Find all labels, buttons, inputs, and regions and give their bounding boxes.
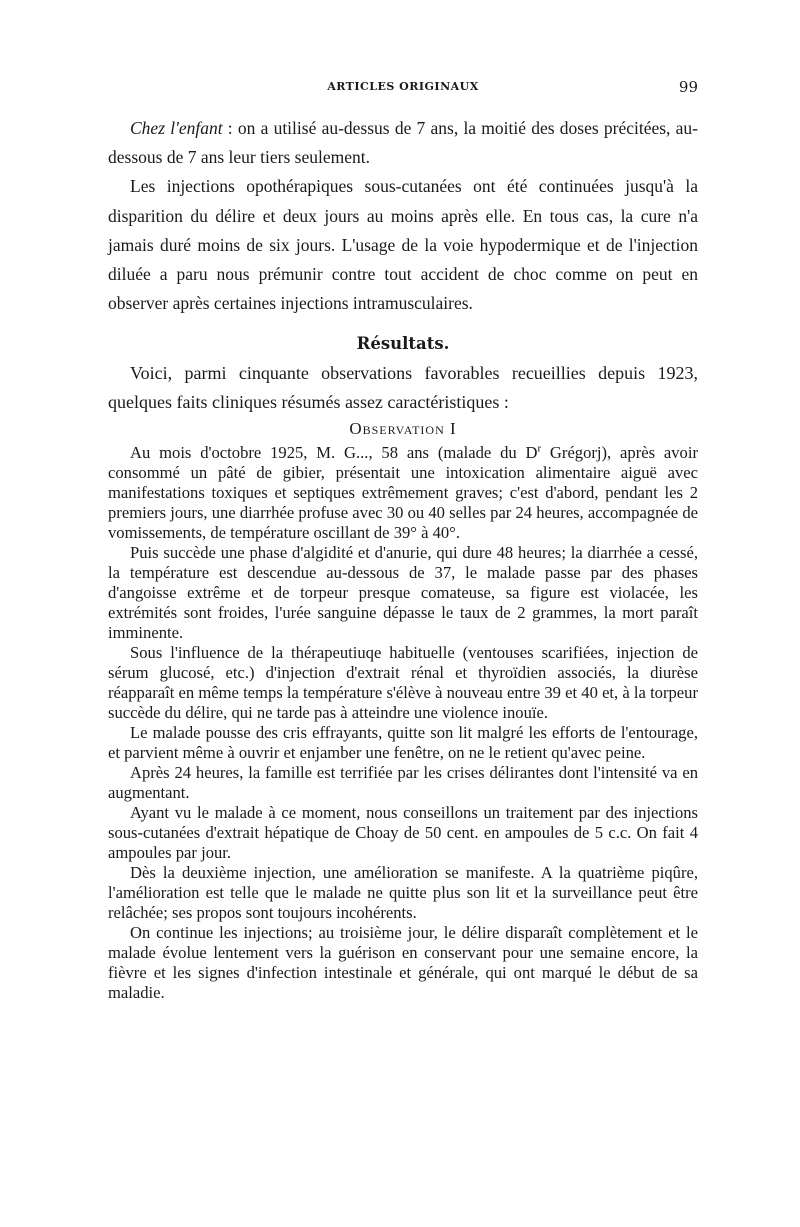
results-heading: Résultats. — [356, 334, 450, 354]
observation-paragraph-5: Après 24 heures, la famille est terrifiée par les crises délirantes dont l'intensité va en augmentant. — [108, 763, 698, 803]
observation-paragraph-4: Le malade pousse des cris effrayants, quitte son lit malgré les efforts de l'entourage, et parvient même à ouvrir et enjamber une fenêtre, on ne le retient qu'avec peine. — [108, 723, 698, 763]
child-rest: : on a utilisé au-dessus de 7 ans, la moitié des doses précitées, au-dessous de 7 ans leur tiers seulement. — [108, 118, 698, 168]
observation-paragraph-8: On continue les injections; au troisième jour, le délire disparaît complètement et le malade évolue lentement vers la guérison en conservant pour une semaine encore, la fièvre et les signes d'infection intestinale et générale, qui ont marqué le début de sa maladie. — [108, 923, 698, 1003]
method-paragraph-child — [108, 114, 698, 172]
body-text — [108, 114, 698, 1003]
observation-paragraph-1 — [108, 443, 698, 543]
running-title: ARTICLES ORIGINAUX — [327, 80, 479, 93]
observation-paragraph-3: Sous l'influence de la thérapeutiuqe habituelle (ventouses scarifiées, injection de sérum glucosé, etc.) d'injection d'extrait rénal et thyroïdien associés, la diurèse réapparaît en même temps la température s'élève à nouveau entre 39 et 40 et, à la torpeur succède du délire, qui ne tarde pas à atteindre une violence inouïe. — [108, 643, 698, 723]
observation-paragraph-7: Dès la deuxième injection, une amélioration se manifeste. A la quatrième piqûre, l'amélioration est telle que le malade ne quitte plus son lit et la surveillance peut être relâchée; ses propos sont toujours incohérents. — [108, 863, 698, 923]
page-number: 99 — [678, 78, 698, 96]
obs-p1-start: Au mois d'octobre 1925, M. G..., 58 ans (malade du D — [130, 443, 538, 463]
observation-paragraph-6: Ayant vu le malade à ce moment, nous conseillons un traitement par des injections sous-cutanées d'extrait hépatique de Choay de 50 cent. en ampoules de 5 c.c. On fait 4 ampoules par jour. — [108, 803, 698, 863]
observation-paragraph-2: Puis succède une phase d'algidité et d'anurie, qui dure 48 heures; la diarrhée a cessé, la température est descendue au-dessous de 37, le malade passe par des phases d'angoisse extrême et de torpeur presque comateuse, sa figure est violacée, les extrémités sont froides, l'urée sanguine dépasse le taux de 2 grammes, la mort paraît imminente. — [108, 543, 698, 643]
obs-p1-sup: r — [537, 442, 542, 455]
results-intro: Voici, parmi cinquante observations favorables recueillies depuis 1923, quelques faits cliniques résumés assez caractéristiques : — [108, 363, 698, 413]
observation-title: Observation I — [349, 419, 457, 439]
child-lead: Chez l'enfant — [130, 118, 223, 138]
running-head — [108, 80, 698, 98]
method-paragraph-injections: Les injections opothérapiques sous-cutanées ont été continuées jusqu'à la disparition du délire et deux jours au moins après elle. En tous cas, la cure n'a jamais duré moins de six jours. L'usage de la voie hypodermique et de l'injection diluée a paru nous prémunir contre tout accident de choc comme on peut en observer après certaines injections intramusculaires. — [108, 176, 698, 314]
results-intro-block — [108, 359, 698, 417]
obs-p1-end: Grégorj), après avoir consommé un pâté de gibier, présentait une intoxication alimentaire aiguë avec manifestations toxiques et septiques extrêmement graves; c'est d'abord, pendant les 2 premiers jours, une diarrhée profuse avec 30 ou 40 selles par 24 heures, accompagnée de vomissements, de température oscillant de 39° à 40°. — [108, 443, 698, 543]
observation-text — [108, 443, 698, 1003]
